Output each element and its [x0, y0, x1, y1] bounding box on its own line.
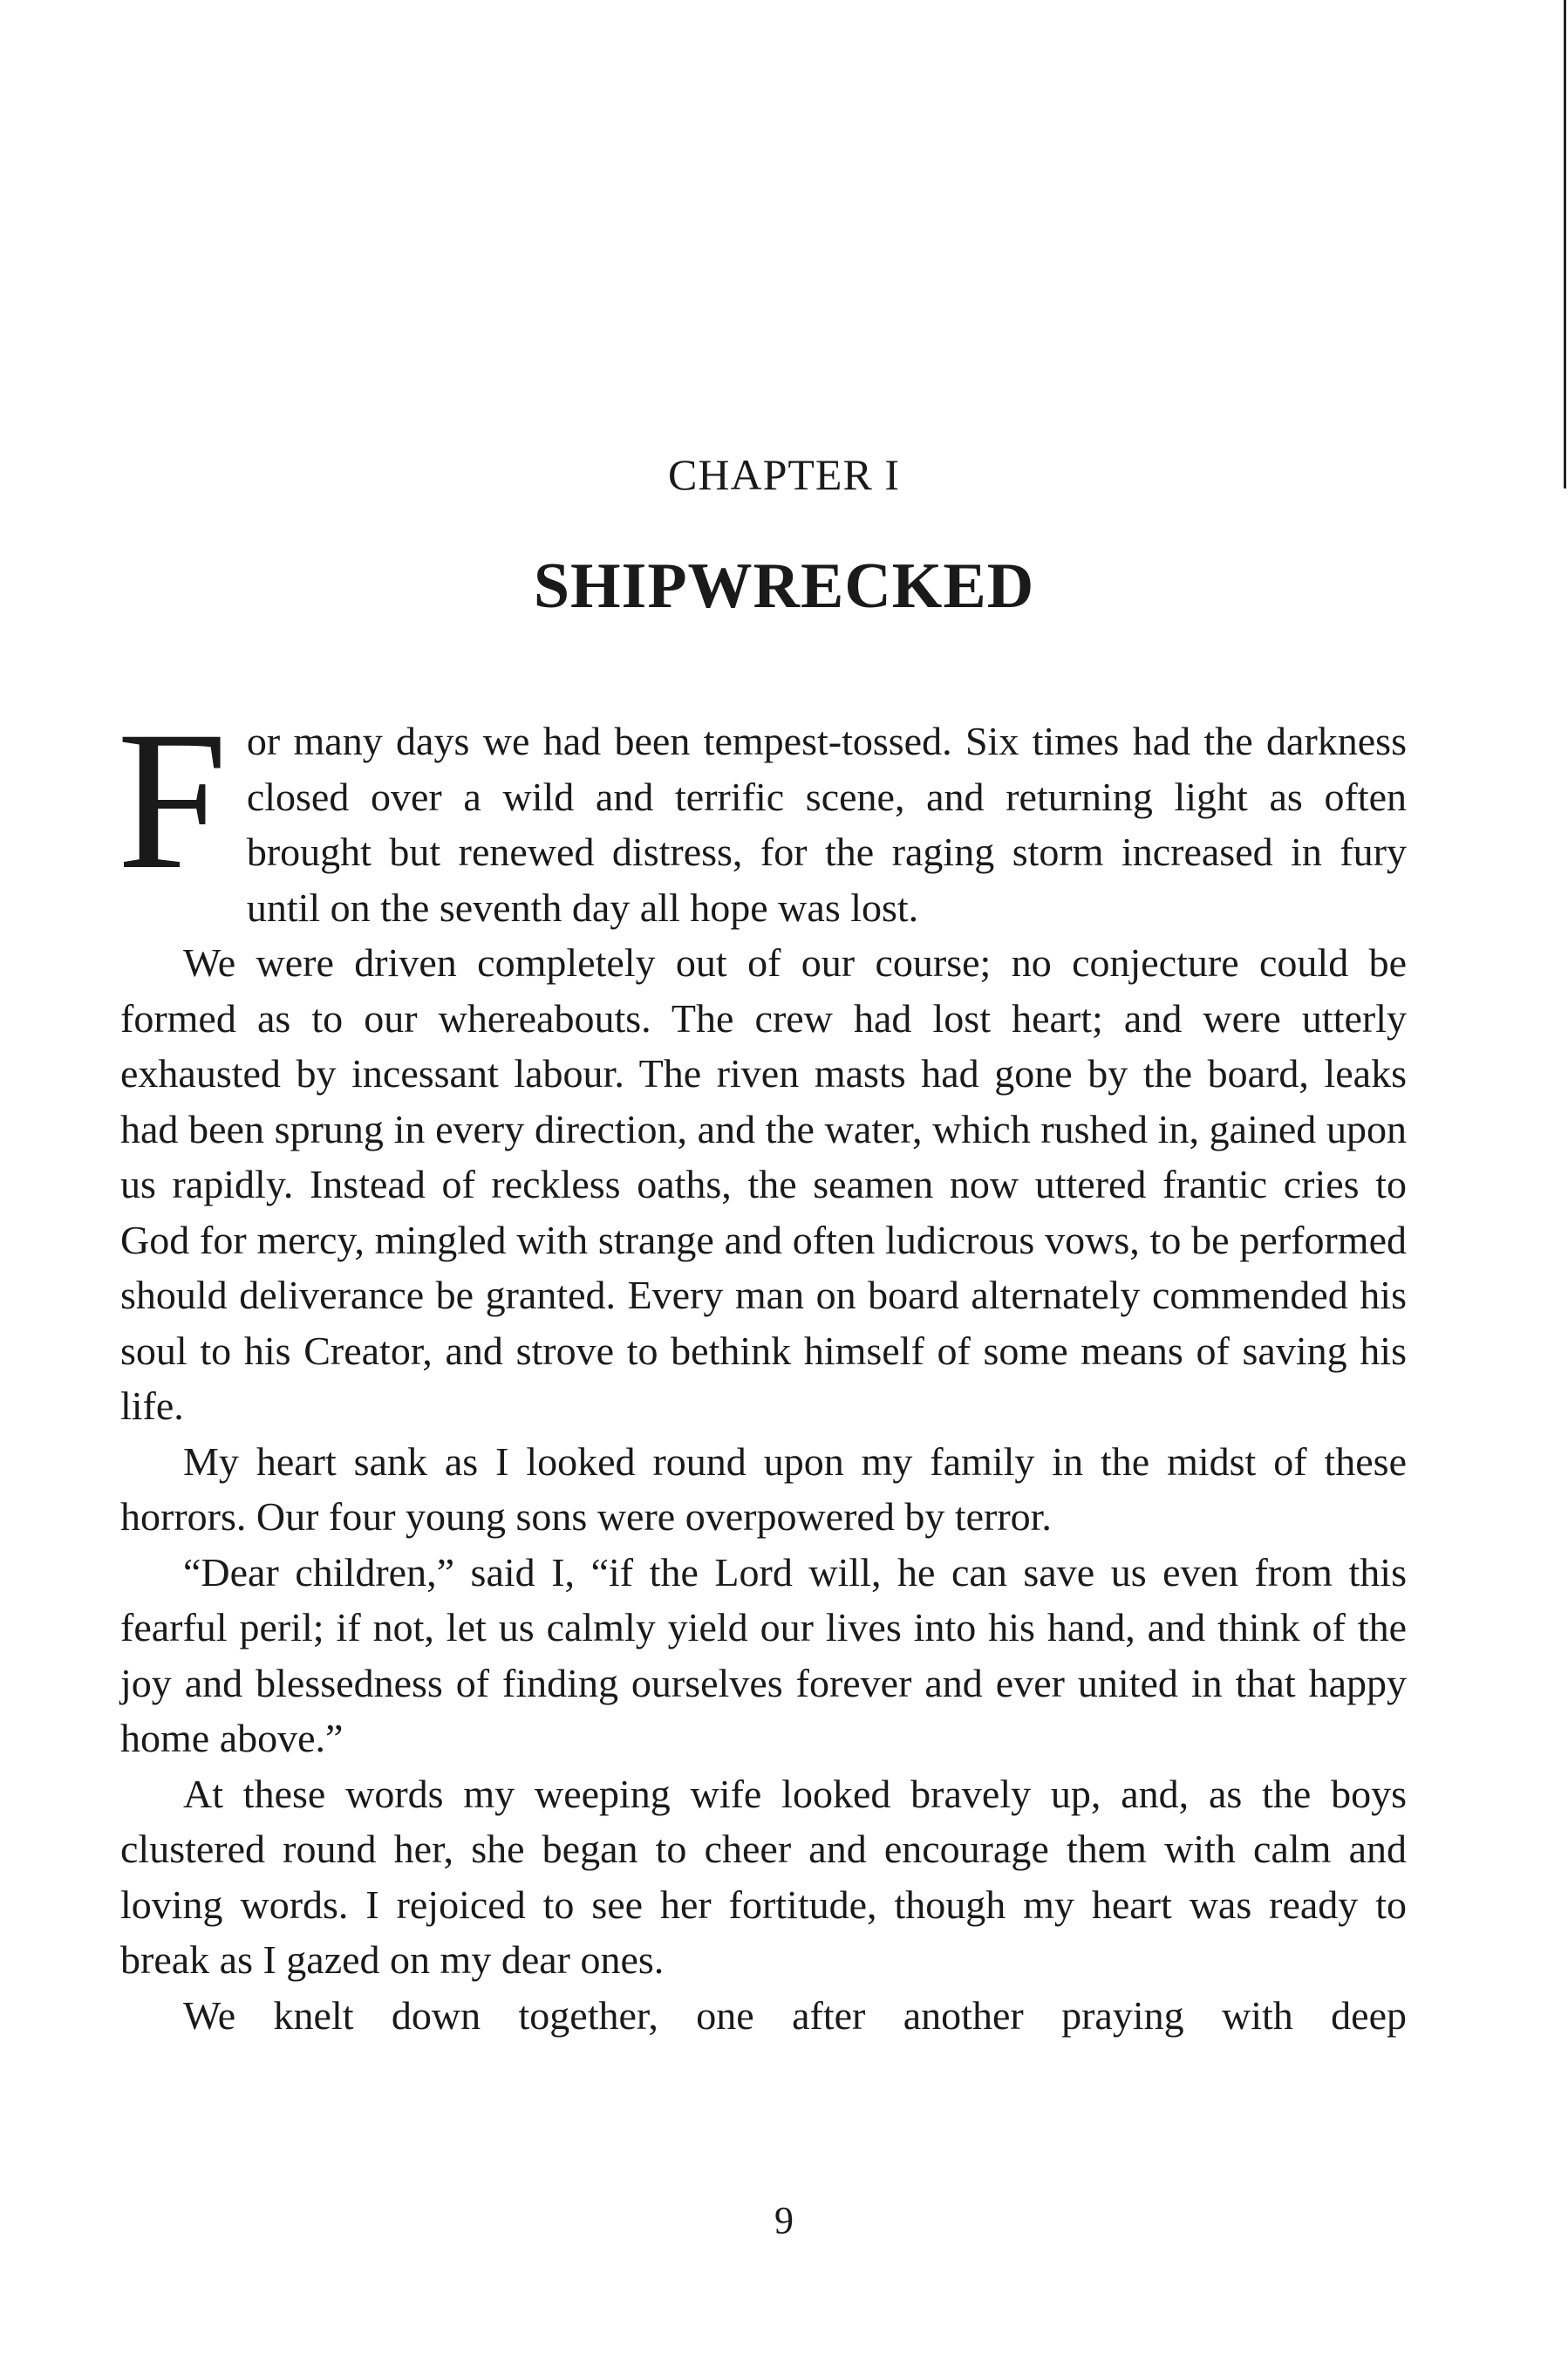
- paragraph-5: At these words my weeping wife looked bravely up, and, as the boys clustered round her, she began to cheer and encourage them with calm and loving words. I rejoiced to see her fortitude, though my heart was ready to break as I gazed on my dear ones.: [120, 1771, 1407, 1982]
- chapter-body: [117, 691, 1407, 2043]
- chapter-title: SHIPWRECKED: [533, 550, 1035, 622]
- chapter-label: CHAPTER I: [668, 450, 900, 499]
- page-edge-line: [1564, 0, 1566, 488]
- paragraph-4: “Dear children,” said I, “if the Lord will, he can save us even from this fearful peril; if not, let us calmly yield our lives into his hand, and think of the joy and blessedness of finding ourselves forever and ever united in that happy home above.”: [120, 1549, 1407, 1760]
- paragraph-2: We were driven completely out of our course; no conjecture could be formed as to our whereabouts. The crew had lost heart; and were utterly exhausted by incessant labour. The riven masts had gone by the board, leaks had been sprung in every direction, and the water, which rushed in, gained upon us rapidly. Instead of reckless oaths, the seamen now uttered frantic cries to God for mercy, mingled with strange and often ludicrous vows, to be performed should deliverance be granted. Every man on board alternately commended his soul to his Creator, and strove to bethink himself of some means of saving his life.: [120, 940, 1407, 1428]
- paragraph-3: My heart sank as I looked round upon my family in the midst of these horrors. Our four young sons were overpowered by terror.: [120, 1438, 1407, 1539]
- drop-cap: F: [117, 691, 228, 911]
- paragraph-1: [117, 691, 1407, 935]
- paragraph-6: We knelt down together, one after another praying with deep: [183, 1992, 1407, 2038]
- paragraph-1-text: or many days we had been tempest-tossed. Six times had the darkness closed over a wild and terrific scene, and returning light as often brought but renewed distress, for the raging storm increased in fury until on the seventh day all hope was lost.: [246, 719, 1407, 930]
- page-number: 9: [774, 2199, 794, 2242]
